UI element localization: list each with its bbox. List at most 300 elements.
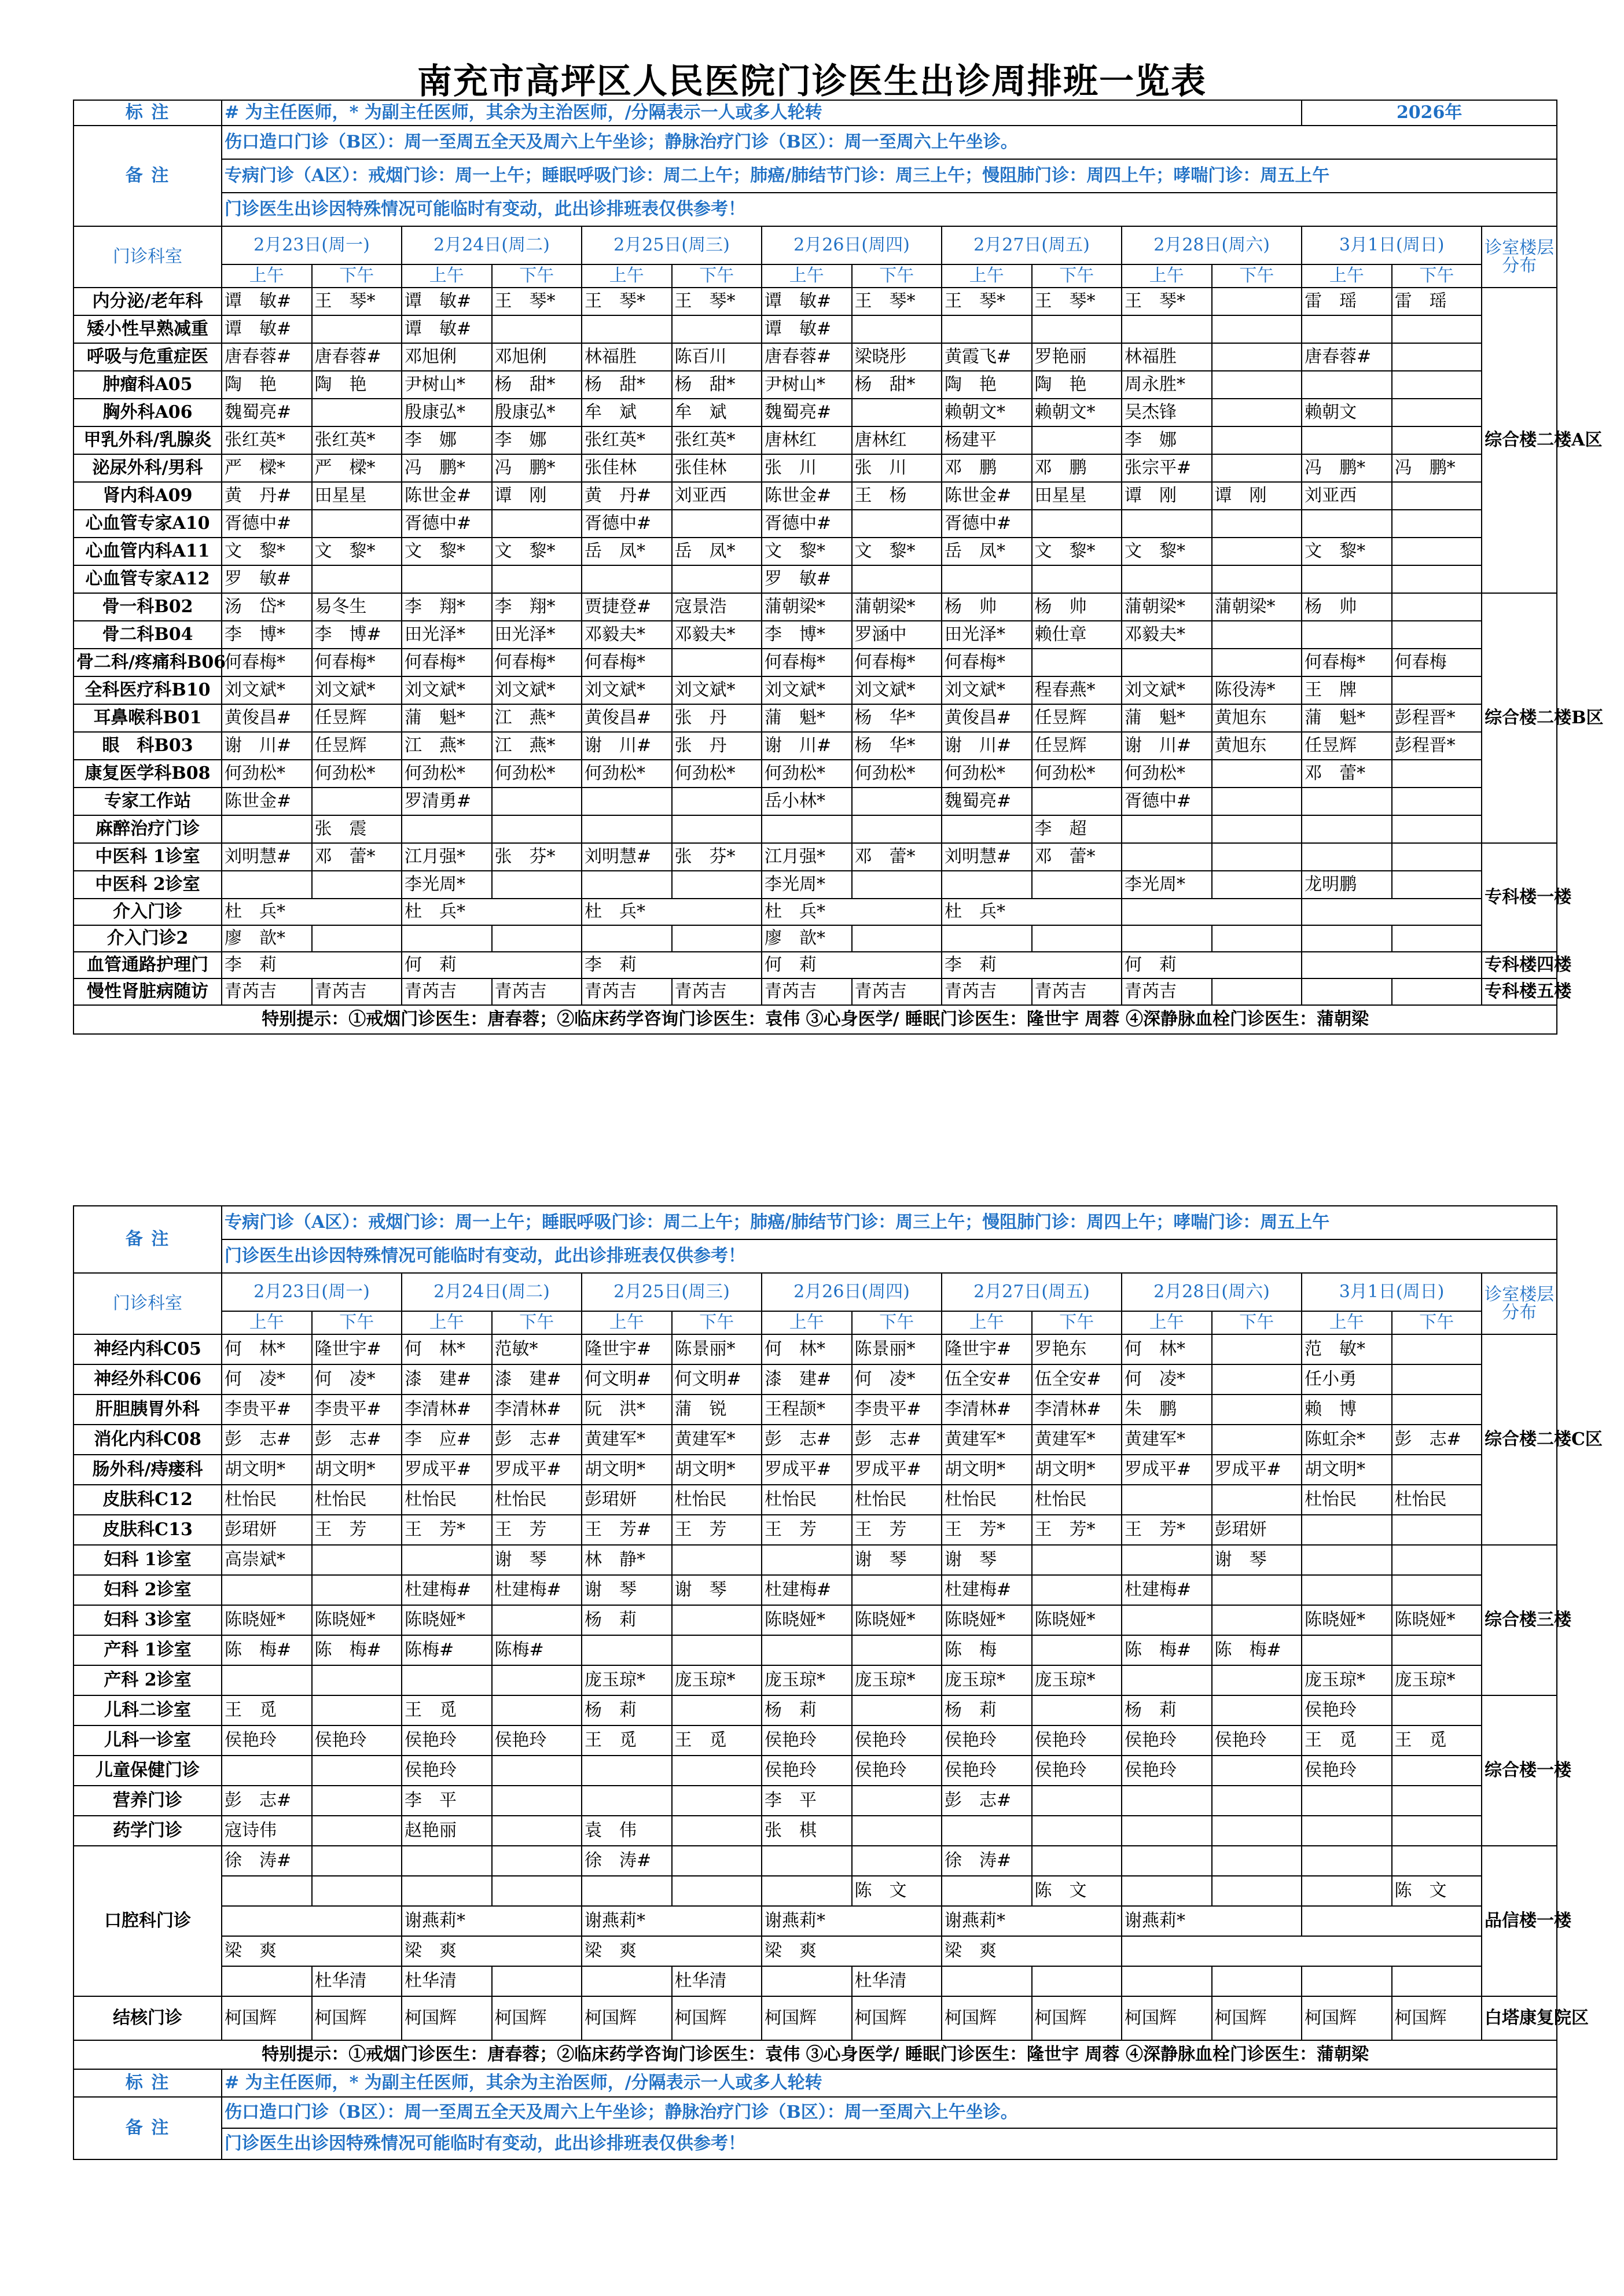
doctor-cell: 杜怡民 — [402, 1485, 492, 1515]
doctor-cell: 彭程晋* — [1392, 704, 1482, 732]
schedule-row — [74, 1425, 1557, 1455]
doctor-cell — [312, 315, 402, 343]
schedule-row — [74, 1485, 1557, 1515]
doctor-cell — [1392, 1816, 1482, 1846]
am-header: 上午 — [582, 264, 672, 288]
doctor-cell — [1212, 760, 1302, 788]
doctor-cell — [1212, 1485, 1302, 1515]
doctor-cell: 何 莉 — [1122, 952, 1302, 978]
doctor-cell: 朱 鹏 — [1122, 1394, 1212, 1425]
schedule-row — [74, 760, 1557, 788]
doctor-cell: 王 芳* — [1122, 1515, 1212, 1545]
doctor-cell — [492, 1876, 582, 1906]
doctor-cell: 陈晓娅* — [1392, 1605, 1482, 1635]
remark-row — [74, 2128, 1557, 2159]
dept-name: 产科 1诊室 — [74, 1635, 222, 1665]
doctor-cell — [1032, 649, 1122, 676]
doctor-cell — [582, 788, 672, 815]
doctor-cell: 殷康弘* — [492, 399, 582, 426]
doctor-cell: 谢 琴 — [1212, 1545, 1302, 1575]
doctor-cell — [1392, 676, 1482, 704]
doctor-cell: 张红英* — [312, 426, 402, 454]
remark-label: 备 注 — [74, 2097, 222, 2159]
doctor-cell: 罗成平# — [762, 1455, 852, 1485]
doctor-cell — [1122, 510, 1212, 538]
doctor-cell: 邓 蕾* — [852, 843, 942, 871]
floor-cell: 综合楼一楼 — [1482, 1695, 1557, 1846]
doctor-cell — [492, 510, 582, 538]
doctor-cell: 李贵平# — [222, 1394, 312, 1425]
doctor-cell — [1302, 925, 1392, 952]
doctor-cell: 陈 文 — [1032, 1876, 1122, 1906]
doctor-cell — [1032, 315, 1122, 343]
doctor-cell: 漆 建# — [492, 1364, 582, 1394]
doctor-cell: 柯国辉 — [1032, 1996, 1122, 2040]
doctor-cell: 唐春蓉# — [762, 343, 852, 371]
schedule-row — [74, 315, 1557, 343]
doctor-cell — [1212, 1394, 1302, 1425]
special-tips-row — [74, 2040, 1557, 2069]
day-header: 2月24日(周二) — [402, 1273, 582, 1311]
floor-cell: 白塔康复院区 — [1482, 1996, 1557, 2040]
doctor-cell — [1392, 1455, 1482, 1485]
doctor-cell: 田星星 — [312, 482, 402, 510]
doctor-cell — [1122, 649, 1212, 676]
doctor-cell — [1212, 1665, 1302, 1695]
doctor-cell: 李 超 — [1032, 815, 1122, 843]
doctor-cell — [492, 1665, 582, 1695]
doctor-cell: 吴杰锋 — [1122, 399, 1212, 426]
doctor-cell: 黄 丹# — [582, 482, 672, 510]
doctor-cell — [672, 1786, 762, 1816]
doctor-cell: 杜怡民 — [672, 1485, 762, 1515]
doctor-cell: 侯艳玲 — [942, 1725, 1032, 1756]
doctor-cell: 彭 志# — [222, 1425, 312, 1455]
doctor-cell: 李 应# — [402, 1425, 492, 1455]
doctor-cell — [672, 1545, 762, 1575]
doctor-cell — [1302, 1846, 1392, 1876]
doctor-cell — [1392, 843, 1482, 871]
doctor-cell: 李清林# — [1032, 1394, 1122, 1425]
doctor-cell: 柯国辉 — [1212, 1996, 1302, 2040]
dept-name: 血管通路护理门 — [74, 952, 222, 978]
doctor-cell: 陈景丽* — [852, 1334, 942, 1364]
doctor-cell: 胡文明* — [1032, 1455, 1122, 1485]
doctor-cell: 寇景浩 — [672, 593, 762, 621]
doctor-cell: 张 震 — [312, 815, 402, 843]
oral-row — [74, 1846, 1557, 1876]
doctor-cell: 李 翔* — [402, 593, 492, 621]
legend-row — [74, 2069, 1557, 2097]
floor-cell: 综合楼二楼C区 — [1482, 1334, 1557, 1545]
doctor-cell: 柯国辉 — [222, 1996, 312, 2040]
doctor-cell — [672, 788, 762, 815]
doctor-cell — [672, 1695, 762, 1725]
doctor-cell — [852, 925, 942, 952]
doctor-cell — [1302, 952, 1482, 978]
doctor-cell: 侯艳玲 — [1212, 1725, 1302, 1756]
doctor-cell — [402, 1665, 492, 1695]
doctor-cell: 李清林# — [402, 1394, 492, 1425]
dept-name: 心血管专家A10 — [74, 510, 222, 538]
doctor-cell: 柯国辉 — [582, 1996, 672, 2040]
year-label: 2026年 — [1302, 100, 1557, 126]
doctor-cell — [1122, 1545, 1212, 1575]
legend-text: # 为主任医师，* 为副主任医师，其余为主治医师，/分隔表示一人或多人轮转 — [222, 100, 1302, 126]
doctor-cell — [402, 815, 492, 843]
am-header: 上午 — [402, 1311, 492, 1334]
am-header: 上午 — [1122, 264, 1212, 288]
doctor-cell — [582, 1635, 672, 1665]
doctor-cell: 刘文斌* — [492, 676, 582, 704]
doctor-cell — [1302, 426, 1392, 454]
day-header: 2月27日(周五) — [942, 1273, 1122, 1311]
doctor-cell — [1212, 399, 1302, 426]
doctor-cell — [582, 815, 672, 843]
doctor-cell: 胡文明* — [222, 1455, 312, 1485]
doctor-cell — [1032, 788, 1122, 815]
doctor-cell: 徐 涛# — [582, 1846, 672, 1876]
doctor-cell — [852, 871, 942, 899]
doctor-cell: 杜建梅# — [402, 1575, 492, 1605]
doctor-cell: 杨 甜* — [852, 371, 942, 399]
doctor-cell — [222, 871, 312, 899]
doctor-cell — [1212, 621, 1302, 649]
doctor-cell: 李光周* — [762, 871, 852, 899]
am-header: 上午 — [222, 1311, 312, 1334]
doctor-cell: 陈晓娅* — [942, 1605, 1032, 1635]
doctor-cell: 任昱辉 — [312, 704, 402, 732]
doctor-cell: 李清林# — [492, 1394, 582, 1425]
doctor-cell — [1392, 343, 1482, 371]
doctor-cell — [1212, 1575, 1302, 1605]
doctor-cell — [402, 1876, 492, 1906]
doctor-cell: 陈世金# — [402, 482, 492, 510]
doctor-cell — [582, 315, 672, 343]
doctor-cell: 侯艳玲 — [492, 1725, 582, 1756]
doctor-cell — [672, 925, 762, 952]
doctor-cell — [312, 1846, 402, 1876]
doctor-cell — [1392, 1786, 1482, 1816]
doctor-cell: 黄霞飞# — [942, 343, 1032, 371]
page-title: 南充市高坪区人民医院门诊医生出诊周排班一览表 — [417, 61, 1207, 102]
doctor-cell: 谢 川# — [942, 732, 1032, 760]
doctor-cell: 罗 敏# — [762, 565, 852, 593]
doctor-cell — [1392, 621, 1482, 649]
doctor-cell: 柯国辉 — [672, 1996, 762, 2040]
doctor-cell: 谭 敏# — [402, 315, 492, 343]
schedule-row — [74, 1575, 1557, 1605]
remark-row — [74, 1206, 1557, 1239]
am-header: 上午 — [1122, 1311, 1212, 1334]
dept-name: 矮小性早熟减重 — [74, 315, 222, 343]
doctor-cell: 王 芳# — [582, 1515, 672, 1545]
doctor-cell — [1212, 565, 1302, 593]
doctor-cell: 唐春蓉# — [222, 343, 312, 371]
doctor-cell: 陈景丽* — [672, 1334, 762, 1364]
dept-name: 介入门诊 — [74, 899, 222, 925]
remark-label: 备 注 — [74, 126, 222, 226]
doctor-cell: 李 娜 — [402, 426, 492, 454]
ampm-header-row — [74, 264, 1557, 288]
doctor-cell — [1212, 1364, 1302, 1394]
doctor-cell: 谭 敏# — [222, 315, 312, 343]
doctor-cell: 易冬生 — [312, 593, 402, 621]
schedule-row — [74, 399, 1557, 426]
doctor-cell: 柯国辉 — [942, 1996, 1032, 2040]
doctor-cell: 杜 兵* — [402, 899, 582, 925]
doctor-cell: 彭珺妍 — [1212, 1515, 1302, 1545]
doctor-cell: 刘文斌* — [762, 676, 852, 704]
doctor-cell: 青芮吉 — [492, 978, 582, 1005]
doctor-cell — [762, 1635, 852, 1665]
dept-name: 消化内科C08 — [74, 1425, 222, 1455]
doctor-cell: 陶 艳 — [312, 371, 402, 399]
doctor-cell: 谢 琴 — [942, 1545, 1032, 1575]
doctor-cell: 江 燕* — [492, 732, 582, 760]
doctor-cell: 王 芳 — [672, 1515, 762, 1545]
schedule-row — [74, 454, 1557, 482]
doctor-cell: 李 翔* — [492, 593, 582, 621]
doctor-cell — [852, 788, 942, 815]
dept-name: 胸外科A06 — [74, 399, 222, 426]
doctor-cell — [852, 565, 942, 593]
dept-name: 骨一科B02 — [74, 593, 222, 621]
doctor-cell: 杜怡民 — [222, 1485, 312, 1515]
doctor-cell: 任小勇 — [1302, 1364, 1392, 1394]
doctor-cell — [672, 871, 762, 899]
doctor-cell: 庞玉琼* — [1392, 1665, 1482, 1695]
schedule-row — [74, 843, 1557, 871]
schedule-row — [74, 732, 1557, 760]
doctor-cell: 庞玉琼* — [942, 1665, 1032, 1695]
doctor-cell — [1032, 925, 1122, 952]
schedule-row — [74, 565, 1557, 593]
dept-name: 全科医疗科B10 — [74, 676, 222, 704]
doctor-cell: 王 觅 — [1392, 1725, 1482, 1756]
doctor-cell — [672, 1816, 762, 1846]
doctor-cell — [762, 815, 852, 843]
doctor-cell — [582, 1966, 672, 1996]
doctor-cell: 陈 文 — [852, 1876, 942, 1906]
doctor-cell: 任昱辉 — [1302, 732, 1392, 760]
doctor-cell — [1302, 1876, 1392, 1906]
doctor-cell: 庞玉琼* — [1302, 1665, 1392, 1695]
doctor-cell: 罗艳东 — [1032, 1334, 1122, 1364]
doctor-cell: 谢 琴 — [492, 1545, 582, 1575]
wound-clinic-note: 伤口造口门诊（B区）：周一至周五全天及周六上午坐诊；静脉治疗门诊（B区）：周一至周六上午坐诊。 — [222, 126, 1557, 159]
doctor-cell: 谢燕莉* — [1122, 1906, 1302, 1936]
doctor-cell: 王 杨 — [852, 482, 942, 510]
doctor-cell: 邓 蕾* — [1302, 760, 1392, 788]
doctor-cell — [1212, 454, 1302, 482]
doctor-cell: 林福胜 — [1122, 343, 1212, 371]
doctor-cell: 刘文斌* — [1122, 676, 1212, 704]
doctor-cell: 杜怡民 — [1392, 1485, 1482, 1515]
doctor-cell — [1032, 871, 1122, 899]
doctor-cell: 何 凌* — [1122, 1364, 1212, 1394]
legend-row — [74, 100, 1557, 126]
dept-name: 康复医学科B08 — [74, 760, 222, 788]
doctor-cell: 高崇斌* — [222, 1545, 312, 1575]
doctor-cell — [1212, 1786, 1302, 1816]
doctor-cell: 唐春蓉# — [312, 343, 402, 371]
doctor-cell: 岳 凤* — [582, 538, 672, 565]
doctor-cell: 柯国辉 — [312, 1996, 402, 2040]
day-header: 3月1日(周日) — [1302, 1273, 1482, 1311]
doctor-cell: 陈晓娅* — [1032, 1605, 1122, 1635]
oral-row — [74, 1906, 1557, 1936]
schedule-row — [74, 1816, 1557, 1846]
doctor-cell: 李 博# — [312, 621, 402, 649]
doctor-cell: 谢 川# — [762, 732, 852, 760]
doctor-cell: 青芮吉 — [222, 978, 312, 1005]
doctor-cell: 李贵平# — [312, 1394, 402, 1425]
doctor-cell — [672, 1876, 762, 1906]
schedule-row — [74, 288, 1557, 315]
dept-name: 营养门诊 — [74, 1786, 222, 1816]
doctor-cell: 谢燕莉* — [402, 1906, 582, 1936]
doctor-cell: 李 莉 — [582, 952, 762, 978]
doctor-cell — [1302, 1635, 1392, 1665]
day-header: 2月26日(周四) — [762, 1273, 942, 1311]
doctor-cell: 邓旭俐 — [492, 343, 582, 371]
oral-row — [74, 1876, 1557, 1906]
floor-cell: 综合楼三楼 — [1482, 1545, 1557, 1695]
doctor-cell — [1122, 1936, 1482, 1966]
special-tips: 特别提示：①戒烟门诊医生：唐春蓉；②临床药学咨询门诊医生：袁伟 ③心身医学/ 睡眠门诊医生：隆世宇 周蓉 ④深静脉血栓门诊医生：蒲朝梁 — [74, 2040, 1557, 2069]
floor-cell: 专科楼一楼 — [1482, 843, 1557, 952]
doctor-cell — [852, 1635, 942, 1665]
doctor-cell: 张 川 — [762, 454, 852, 482]
doctor-cell: 陈百川 — [672, 343, 762, 371]
doctor-cell: 王 芳* — [402, 1515, 492, 1545]
doctor-cell: 李 博* — [222, 621, 312, 649]
doctor-cell — [1302, 1575, 1392, 1605]
doctor-cell: 黄建军* — [1032, 1425, 1122, 1455]
oral-row — [74, 1966, 1557, 1996]
doctor-cell: 杜怡民 — [492, 1485, 582, 1515]
doctor-cell: 何春梅* — [582, 649, 672, 676]
doctor-cell: 王 琴* — [942, 288, 1032, 315]
doctor-cell: 王 琴* — [312, 288, 402, 315]
doctor-cell: 杨 莉 — [582, 1695, 672, 1725]
doctor-cell: 邓旭俐 — [402, 343, 492, 371]
doctor-cell: 范敏* — [492, 1334, 582, 1364]
doctor-cell — [1392, 426, 1482, 454]
doctor-cell: 文 黎* — [1122, 538, 1212, 565]
day-header: 2月28日(周六) — [1122, 226, 1302, 264]
doctor-cell: 杨 莉 — [582, 1605, 672, 1635]
dept-name: 专家工作站 — [74, 788, 222, 815]
schedule-row — [74, 1605, 1557, 1635]
doctor-cell — [222, 1575, 312, 1605]
doctor-cell — [1392, 871, 1482, 899]
doctor-cell — [942, 1966, 1032, 1996]
doctor-cell: 刘文斌* — [222, 676, 312, 704]
doctor-cell — [1392, 1695, 1482, 1725]
pm-header: 下午 — [312, 1311, 402, 1334]
wound-clinic-note: 伤口造口门诊（B区）：周一至周五全天及周六上午坐诊；静脉治疗门诊（B区）：周一至周六上午坐诊。 — [222, 2097, 1557, 2128]
doctor-cell — [1302, 1816, 1392, 1846]
doctor-cell: 蒲朝梁* — [1212, 593, 1302, 621]
doctor-cell — [492, 1966, 582, 1996]
doctor-cell: 谭 敏# — [222, 288, 312, 315]
doctor-cell — [762, 1966, 852, 1996]
doctor-cell — [222, 1876, 312, 1906]
dept-name: 眼 科B03 — [74, 732, 222, 760]
doctor-cell: 罗成平# — [1122, 1455, 1212, 1485]
doctor-cell — [1032, 1695, 1122, 1725]
doctor-cell: 刘亚西 — [1302, 482, 1392, 510]
schedule-row — [74, 1364, 1557, 1394]
dept-name: 耳鼻喉科B01 — [74, 704, 222, 732]
doctor-cell — [852, 1786, 942, 1816]
doctor-cell — [492, 315, 582, 343]
doctor-cell: 范 敏* — [1302, 1334, 1392, 1364]
doctor-cell — [672, 1605, 762, 1635]
doctor-cell — [1302, 899, 1482, 925]
dept-name: 呼吸与危重症医 — [74, 343, 222, 371]
am-header: 上午 — [222, 264, 312, 288]
doctor-cell — [1392, 1334, 1482, 1364]
schedule-row — [74, 899, 1557, 925]
doctor-cell: 王 琴* — [582, 288, 672, 315]
doctor-cell: 陈晓娅* — [762, 1605, 852, 1635]
dept-name: 麻醉治疗门诊 — [74, 815, 222, 843]
doctor-cell: 青芮吉 — [1122, 978, 1212, 1005]
doctor-cell — [1212, 1605, 1302, 1635]
schedule-row — [74, 1695, 1557, 1725]
schedule-row — [74, 1756, 1557, 1786]
schedule-row — [74, 1515, 1557, 1545]
pm-header: 下午 — [492, 264, 582, 288]
doctor-cell — [222, 1966, 312, 1996]
doctor-cell: 谢 川# — [582, 732, 672, 760]
doctor-cell — [312, 871, 402, 899]
doctor-cell — [582, 1876, 672, 1906]
remark-row — [74, 193, 1557, 226]
doctor-cell: 柯国辉 — [402, 1996, 492, 2040]
pm-header: 下午 — [312, 264, 402, 288]
doctor-cell: 杜怡民 — [1032, 1485, 1122, 1515]
day-header: 2月23日(周一) — [222, 226, 402, 264]
doctor-cell — [312, 1816, 402, 1846]
doctor-cell: 江 燕* — [402, 732, 492, 760]
remark-row — [74, 2097, 1557, 2128]
doctor-cell: 谭 敏# — [762, 288, 852, 315]
doctor-cell: 杨建平 — [942, 426, 1032, 454]
doctor-cell: 何劲松* — [942, 760, 1032, 788]
schedule-change-note: 门诊医生出诊因特殊情况可能临时有变动，此出诊排班表仅供参考！ — [222, 193, 1557, 226]
doctor-cell: 彭珺妍 — [222, 1515, 312, 1545]
doctor-cell — [852, 1695, 942, 1725]
doctor-cell: 陈世金# — [762, 482, 852, 510]
doctor-cell: 杨 莉 — [942, 1695, 1032, 1725]
schedule-row — [74, 426, 1557, 454]
doctor-cell: 寇诗伟 — [222, 1816, 312, 1846]
mark-label: 标 注 — [74, 2069, 222, 2097]
doctor-cell — [672, 815, 762, 843]
doctor-cell — [1212, 1334, 1302, 1364]
doctor-cell: 李清林# — [942, 1394, 1032, 1425]
schedule-row — [74, 1725, 1557, 1756]
doctor-cell: 何春梅* — [492, 649, 582, 676]
date-header-row — [74, 226, 1557, 264]
floor-cell: 专科楼五楼 — [1482, 978, 1557, 1005]
doctor-cell — [222, 1665, 312, 1695]
doctor-cell: 邓毅夫* — [582, 621, 672, 649]
